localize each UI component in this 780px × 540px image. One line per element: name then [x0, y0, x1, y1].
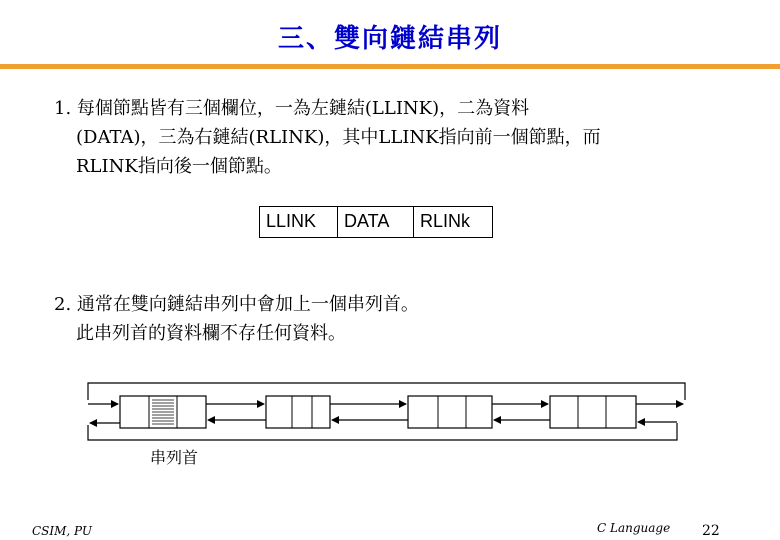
- point-1-line-3: RLINK指向後一個節點。: [76, 156, 282, 177]
- data-field: DATA: [338, 207, 414, 237]
- rlink-field: RLINk: [420, 211, 471, 231]
- title-divider: [0, 64, 780, 69]
- point-1-line-1: 1. 每個節點皆有三個欄位，一為左鏈結(LLINK)，二為資料: [54, 98, 530, 119]
- point-1-line-2: (DATA)，三為右鏈結(RLINK)，其中LLINK指向前一個節點，而: [76, 127, 601, 148]
- list-head-node: [120, 396, 206, 428]
- footer-course: C Language: [597, 521, 671, 535]
- point-1: [54, 94, 601, 181]
- page-number: 22: [702, 523, 720, 539]
- list-node-3: [550, 396, 636, 428]
- list-node-1: [266, 396, 330, 428]
- doubly-linked-list-diagram: [80, 378, 700, 448]
- list-head-label: 串列首: [150, 448, 199, 467]
- llink-field: LLINK: [260, 207, 338, 237]
- footer-affiliation: CSIM, PU: [32, 524, 93, 538]
- point-2-line-1: 2. 通常在雙向鏈結串列中會加上一個串列首。: [54, 294, 419, 315]
- slide-title: 三、雙向鏈結串列: [277, 24, 502, 54]
- point-2: [54, 290, 419, 348]
- point-2-line-2: 此串列首的資料欄不存任何資料。: [76, 323, 346, 344]
- node-structure: [259, 206, 493, 238]
- list-node-2: [408, 396, 492, 428]
